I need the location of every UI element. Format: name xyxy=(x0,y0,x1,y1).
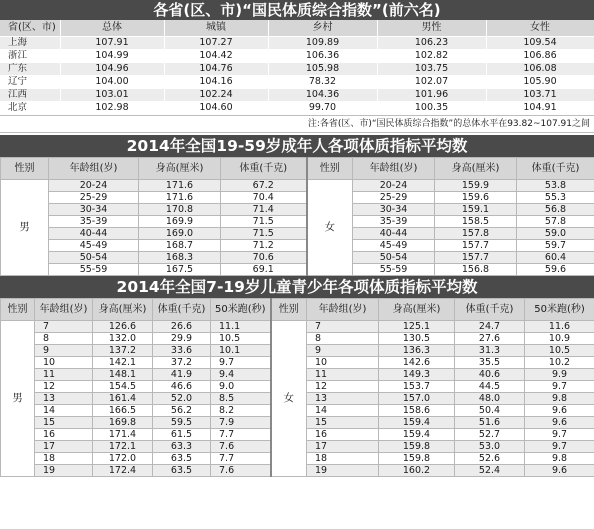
col-header-female: 女性 xyxy=(486,20,594,37)
height-value: 167.5 xyxy=(139,264,221,276)
table-row xyxy=(1,180,594,192)
youth-indicators-table xyxy=(0,298,594,477)
age-group: 55-59 xyxy=(353,264,435,276)
height-value: 161.4 xyxy=(93,393,153,405)
weight-value: 70.6 xyxy=(221,252,307,264)
rural-index: 78.32 xyxy=(268,76,377,89)
run-50m-value: 10.2 xyxy=(525,357,594,369)
table-row xyxy=(0,76,594,89)
age-group: 18 xyxy=(35,453,93,465)
male-index: 102.82 xyxy=(377,50,486,63)
height-value: 153.7 xyxy=(379,381,455,393)
age-group: 17 xyxy=(35,441,93,453)
table-header-row xyxy=(1,299,594,321)
table-row xyxy=(0,50,594,63)
col-header-gender: 性别 xyxy=(307,158,353,180)
height-value: 148.1 xyxy=(93,369,153,381)
age-group: 11 xyxy=(307,369,379,381)
gender-label-male: 男 xyxy=(1,180,49,276)
weight-value: 69.1 xyxy=(221,264,307,276)
weight-value: 52.0 xyxy=(153,393,211,405)
weight-value: 44.5 xyxy=(455,381,525,393)
col-header-age-group: 年龄组(岁) xyxy=(353,158,435,180)
table-row xyxy=(1,204,594,216)
col-header-gender: 性别 xyxy=(1,158,49,180)
table-header-row xyxy=(0,20,594,37)
age-group: 40-44 xyxy=(49,228,139,240)
height-value: 157.7 xyxy=(435,240,517,252)
height-value: 170.8 xyxy=(139,204,221,216)
rural-index: 99.70 xyxy=(268,102,377,115)
male-index: 102.07 xyxy=(377,76,486,89)
weight-value: 61.5 xyxy=(153,429,211,441)
age-group: 25-29 xyxy=(49,192,139,204)
weight-value: 56.2 xyxy=(153,405,211,417)
run-50m-value: 7.9 xyxy=(211,417,271,429)
rural-index: 106.36 xyxy=(268,50,377,63)
weight-value: 48.0 xyxy=(455,393,525,405)
col-header-rural: 乡村 xyxy=(268,20,377,37)
height-value: 142.6 xyxy=(379,357,455,369)
age-group: 30-34 xyxy=(353,204,435,216)
weight-value: 33.6 xyxy=(153,345,211,357)
col-header-height: 身高(厘米) xyxy=(139,158,221,180)
weight-value: 55.3 xyxy=(517,192,594,204)
rural-index: 109.89 xyxy=(268,37,377,50)
run-50m-value: 7.7 xyxy=(211,429,271,441)
col-header-gender: 性别 xyxy=(1,299,35,321)
urban-index: 104.76 xyxy=(164,63,268,76)
age-group: 12 xyxy=(35,381,93,393)
col-header-urban: 城镇 xyxy=(164,20,268,37)
weight-value: 59.5 xyxy=(153,417,211,429)
weight-value: 71.4 xyxy=(221,204,307,216)
province-name: 上海 xyxy=(0,37,60,50)
col-header-province: 省(区、市) xyxy=(0,20,60,37)
weight-value: 50.4 xyxy=(455,405,525,417)
run-50m-value: 9.8 xyxy=(525,453,594,465)
run-50m-value: 8.5 xyxy=(211,393,271,405)
height-value: 136.3 xyxy=(379,345,455,357)
run-50m-value: 9.7 xyxy=(525,441,594,453)
run-50m-value: 10.5 xyxy=(211,333,271,345)
height-value: 159.8 xyxy=(379,453,455,465)
weight-value: 63.3 xyxy=(153,441,211,453)
age-group: 16 xyxy=(35,429,93,441)
male-index: 101.96 xyxy=(377,89,486,102)
weight-value: 52.7 xyxy=(455,429,525,441)
age-group: 15 xyxy=(35,417,93,429)
run-50m-value: 7.7 xyxy=(211,453,271,465)
table-row xyxy=(1,240,594,252)
weight-value: 60.4 xyxy=(517,252,594,264)
table-row xyxy=(0,37,594,50)
age-group: 13 xyxy=(35,393,93,405)
height-value: 149.3 xyxy=(379,369,455,381)
weight-value: 53.0 xyxy=(455,441,525,453)
age-group: 7 xyxy=(35,321,93,333)
weight-value: 59.6 xyxy=(517,264,594,276)
section1-note: 注:各省(区、市)“国民体质综合指数”的总体水平在93.82~107.91之间 xyxy=(0,115,594,133)
province-name: 浙江 xyxy=(0,50,60,63)
overall-index: 104.96 xyxy=(60,63,164,76)
overall-index: 104.00 xyxy=(60,76,164,89)
age-group: 25-29 xyxy=(353,192,435,204)
height-value: 158.5 xyxy=(435,216,517,228)
table-row xyxy=(1,216,594,228)
weight-value: 40.6 xyxy=(455,369,525,381)
height-value: 126.6 xyxy=(93,321,153,333)
age-group: 10 xyxy=(35,357,93,369)
col-header-height: 身高(厘米) xyxy=(435,158,517,180)
run-50m-value: 9.7 xyxy=(211,357,271,369)
weight-value: 53.8 xyxy=(517,180,594,192)
overall-index: 107.91 xyxy=(60,37,164,50)
female-index: 103.71 xyxy=(486,89,594,102)
province-index-table xyxy=(0,20,594,115)
age-group: 15 xyxy=(307,417,379,429)
col-header-weight: 体重(千克) xyxy=(153,299,211,321)
height-value: 159.8 xyxy=(379,441,455,453)
run-50m-value: 9.0 xyxy=(211,381,271,393)
weight-value: 41.9 xyxy=(153,369,211,381)
age-group: 7 xyxy=(307,321,379,333)
age-group: 50-54 xyxy=(49,252,139,264)
age-group: 13 xyxy=(307,393,379,405)
run-50m-value: 9.6 xyxy=(525,417,594,429)
col-header-height: 身高(厘米) xyxy=(93,299,153,321)
rural-index: 104.36 xyxy=(268,89,377,102)
age-group: 55-59 xyxy=(49,264,139,276)
age-group: 9 xyxy=(307,345,379,357)
col-header-gender: 性别 xyxy=(271,299,307,321)
overall-index: 104.99 xyxy=(60,50,164,63)
run-50m-value: 9.6 xyxy=(525,405,594,417)
weight-value: 26.6 xyxy=(153,321,211,333)
weight-value: 46.6 xyxy=(153,381,211,393)
table-row xyxy=(1,252,594,264)
age-group: 45-49 xyxy=(49,240,139,252)
age-group: 14 xyxy=(35,405,93,417)
height-value: 156.8 xyxy=(435,264,517,276)
age-group: 35-39 xyxy=(353,216,435,228)
col-header-weight: 体重(千克) xyxy=(455,299,525,321)
section3-title: 2014年全国7-19岁儿童青少年各项体质指标平均数 xyxy=(0,276,594,298)
province-name: 江西 xyxy=(0,89,60,102)
rural-index: 105.98 xyxy=(268,63,377,76)
height-value: 171.6 xyxy=(139,192,221,204)
height-value: 171.6 xyxy=(139,180,221,192)
col-header-age-group: 年龄组(岁) xyxy=(307,299,379,321)
height-value: 168.3 xyxy=(139,252,221,264)
height-value: 172.4 xyxy=(93,465,153,477)
table-row xyxy=(0,89,594,102)
male-index: 106.23 xyxy=(377,37,486,50)
age-group: 40-44 xyxy=(353,228,435,240)
weight-value: 63.5 xyxy=(153,465,211,477)
age-group: 18 xyxy=(307,453,379,465)
weight-value: 35.5 xyxy=(455,357,525,369)
table-row xyxy=(1,321,594,333)
gender-label-female: 女 xyxy=(271,321,307,477)
run-50m-value: 9.7 xyxy=(525,381,594,393)
weight-value: 57.8 xyxy=(517,216,594,228)
height-value: 154.5 xyxy=(93,381,153,393)
col-header-age-group: 年龄组(岁) xyxy=(35,299,93,321)
gender-label-male: 男 xyxy=(1,321,35,477)
female-index: 106.08 xyxy=(486,63,594,76)
male-index: 103.75 xyxy=(377,63,486,76)
weight-value: 27.6 xyxy=(455,333,525,345)
weight-value: 70.4 xyxy=(221,192,307,204)
section2-title: 2014年全国19-59岁成年人各项体质指标平均数 xyxy=(0,135,594,157)
female-index: 106.86 xyxy=(486,50,594,63)
age-group: 20-24 xyxy=(49,180,139,192)
female-index: 109.54 xyxy=(486,37,594,50)
height-value: 169.0 xyxy=(139,228,221,240)
table-row xyxy=(1,228,594,240)
run-50m-value: 8.2 xyxy=(211,405,271,417)
table-row xyxy=(0,63,594,76)
weight-value: 31.3 xyxy=(455,345,525,357)
table-header-row xyxy=(1,158,594,180)
age-group: 30-34 xyxy=(49,204,139,216)
height-value: 157.8 xyxy=(435,228,517,240)
province-name: 北京 xyxy=(0,102,60,115)
height-value: 157.7 xyxy=(435,252,517,264)
urban-index: 107.27 xyxy=(164,37,268,50)
run-50m-value: 9.9 xyxy=(525,369,594,381)
age-group: 11 xyxy=(35,369,93,381)
age-group: 45-49 xyxy=(353,240,435,252)
height-value: 159.4 xyxy=(379,429,455,441)
urban-index: 104.60 xyxy=(164,102,268,115)
weight-value: 52.4 xyxy=(455,465,525,477)
weight-value: 59.0 xyxy=(517,228,594,240)
height-value: 137.2 xyxy=(93,345,153,357)
run-50m-value: 9.8 xyxy=(525,393,594,405)
age-group: 9 xyxy=(35,345,93,357)
female-index: 104.91 xyxy=(486,102,594,115)
height-value: 125.1 xyxy=(379,321,455,333)
age-group: 20-24 xyxy=(353,180,435,192)
table-row xyxy=(1,264,594,276)
urban-index: 104.16 xyxy=(164,76,268,89)
col-header-weight: 体重(千克) xyxy=(221,158,307,180)
section1-title: 各省(区、市)“国民体质综合指数”(前六名) xyxy=(0,0,594,20)
province-name: 辽宁 xyxy=(0,76,60,89)
table-row xyxy=(0,102,594,115)
weight-value: 56.8 xyxy=(517,204,594,216)
weight-value: 51.6 xyxy=(455,417,525,429)
age-group: 12 xyxy=(307,381,379,393)
height-value: 171.4 xyxy=(93,429,153,441)
weight-value: 67.2 xyxy=(221,180,307,192)
height-value: 172.0 xyxy=(93,453,153,465)
age-group: 35-39 xyxy=(49,216,139,228)
run-50m-value: 10.1 xyxy=(211,345,271,357)
age-group: 8 xyxy=(35,333,93,345)
gender-label-female: 女 xyxy=(307,180,353,276)
female-index: 105.90 xyxy=(486,76,594,89)
age-group: 10 xyxy=(307,357,379,369)
height-value: 159.6 xyxy=(435,192,517,204)
weight-value: 63.5 xyxy=(153,453,211,465)
height-value: 157.0 xyxy=(379,393,455,405)
run-50m-value: 9.6 xyxy=(525,465,594,477)
weight-value: 52.6 xyxy=(455,453,525,465)
age-group: 14 xyxy=(307,405,379,417)
weight-value: 24.7 xyxy=(455,321,525,333)
age-group: 16 xyxy=(307,429,379,441)
col-header-height: 身高(厘米) xyxy=(379,299,455,321)
run-50m-value: 9.7 xyxy=(525,429,594,441)
overall-index: 103.01 xyxy=(60,89,164,102)
height-value: 159.1 xyxy=(435,204,517,216)
col-header-male: 男性 xyxy=(377,20,486,37)
weight-value: 37.2 xyxy=(153,357,211,369)
height-value: 132.0 xyxy=(93,333,153,345)
urban-index: 102.24 xyxy=(164,89,268,102)
height-value: 130.5 xyxy=(379,333,455,345)
weight-value: 71.2 xyxy=(221,240,307,252)
age-group: 19 xyxy=(35,465,93,477)
weight-value: 71.5 xyxy=(221,216,307,228)
run-50m-value: 7.6 xyxy=(211,441,271,453)
col-header-overall: 总体 xyxy=(60,20,164,37)
col-header-age-group: 年龄组(岁) xyxy=(49,158,139,180)
age-group: 50-54 xyxy=(353,252,435,264)
urban-index: 104.42 xyxy=(164,50,268,63)
height-value: 159.4 xyxy=(379,417,455,429)
age-group: 17 xyxy=(307,441,379,453)
col-header-50m-run: 50米跑(秒) xyxy=(525,299,594,321)
height-value: 158.6 xyxy=(379,405,455,417)
run-50m-value: 10.9 xyxy=(525,333,594,345)
table-row xyxy=(1,192,594,204)
height-value: 169.9 xyxy=(139,216,221,228)
age-group: 19 xyxy=(307,465,379,477)
run-50m-value: 10.5 xyxy=(525,345,594,357)
run-50m-value: 7.6 xyxy=(211,465,271,477)
male-index: 100.35 xyxy=(377,102,486,115)
height-value: 169.8 xyxy=(93,417,153,429)
height-value: 168.7 xyxy=(139,240,221,252)
adult-indicators-table xyxy=(0,157,594,276)
height-value: 159.9 xyxy=(435,180,517,192)
age-group: 8 xyxy=(307,333,379,345)
col-header-weight: 体重(千克) xyxy=(517,158,594,180)
overall-index: 102.98 xyxy=(60,102,164,115)
run-50m-value: 9.4 xyxy=(211,369,271,381)
weight-value: 59.7 xyxy=(517,240,594,252)
height-value: 160.2 xyxy=(379,465,455,477)
weight-value: 71.5 xyxy=(221,228,307,240)
province-name: 广东 xyxy=(0,63,60,76)
height-value: 166.5 xyxy=(93,405,153,417)
height-value: 142.1 xyxy=(93,357,153,369)
run-50m-value: 11.6 xyxy=(525,321,594,333)
height-value: 172.1 xyxy=(93,441,153,453)
weight-value: 29.9 xyxy=(153,333,211,345)
run-50m-value: 11.1 xyxy=(211,321,271,333)
col-header-50m-run: 50米跑(秒) xyxy=(211,299,271,321)
